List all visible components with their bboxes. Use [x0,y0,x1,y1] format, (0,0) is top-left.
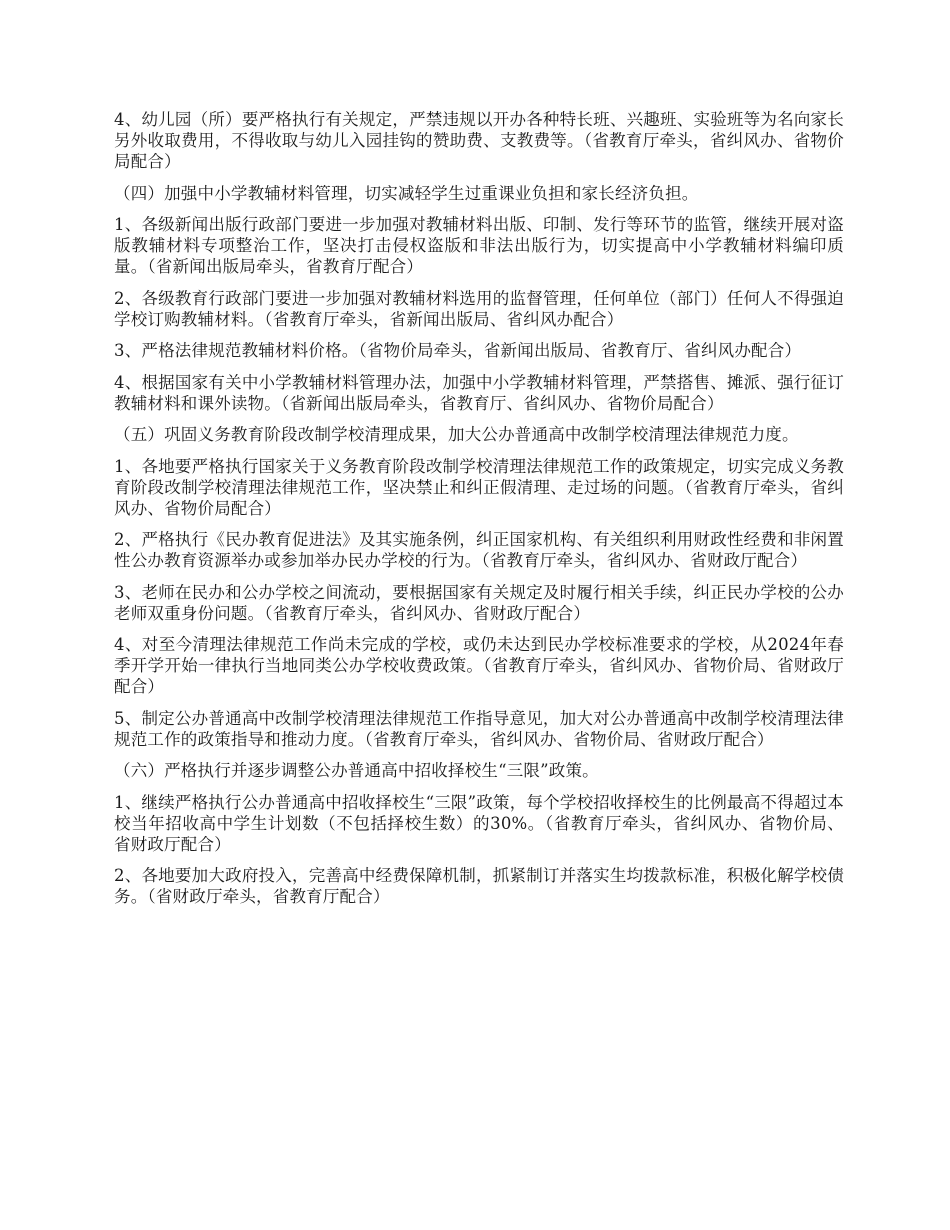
paragraph-material-price: 3、严格法律规范教辅材料价格。（省物价局牵头，省新闻出版局、省教育厅、省纠风办配合） [114,341,802,360]
paragraph-material-selection: 2、各级教育行政部门要进一步加强对教辅材料选用的监督管理，任何单位（部门）任何人不得强迫学校订购教辅材料。（省教育厅牵头，省新闻出版局、省纠风办配合） [114,288,844,329]
section-heading-4: （四）加强中小学教辅材料管理，切实减轻学生过重课业负担和家长经济负担。 [114,183,699,203]
paragraph-private-education-law: 2、严格执行《民办教育促进法》及其实施条例，纠正国家机构、有关组织利用财政性经费和非闲置性公办教育资源举办或参加举办民办学校的行为。（省教育厅牵头，省纠风办、省财政厅配合） [114,530,844,570]
section-heading-6: （六）严格执行并逐步调整公办普通高中招收择校生“三限”政策。 [114,761,599,780]
paragraph-guidance-opinion: 5、制定公办普通高中改制学校清理法律规范工作指导意见，加大对公办普通高中改制学校清理法律规范工作的政策指导和推动力度。（省教育厅牵头，省纠风办、省物价局、省财政厅配合） [114,708,844,749]
document-body [114,109,844,918]
paragraph-material-management: 4、根据国家有关中小学教辅材料管理办法，加强中小学教辅材料管理，严禁搭售、摊派、强行征订教辅材料和课外读物。（省新闻出版局牵头，省教育厅、省纠风办、省物价局配合） [114,372,844,413]
paragraph-publishing-supervision: 1、各级新闻出版行政部门要进一步加强对教辅材料出版、印制、发行等环节的监管，继续开展对盗版教辅材料专项整治工作，坚决打击侵权盗版和非法出版行为，切实提高中小学教辅材料编印质量。（省新闻出版局牵头，省教育厅配合） [114,215,844,276]
paragraph-unfinished-schools: 4、对至今清理法律规范工作尚未完成的学校，或仍未达到民办学校标准要求的学校，从2024年春季开学开始一律执行当地同类公办学校收费政策。（省教育厅牵头，省纠风办、省物价局、省财政厅配合） [114,635,844,696]
paragraph-teacher-mobility: 3、老师在民办和公办学校之间流动，要根据国家有关规定及时履行相关手续，纠正民办学校的公办老师双重身份问题。（省教育厅牵头，省纠风办、省财政厅配合） [114,582,844,623]
paragraph-compulsory-restructure: 1、各地要严格执行国家关于义务教育阶段改制学校清理法律规范工作的政策规定，切实完成义务教育阶段改制学校清理法律规范工作，坚决禁止和纠正假清理、走过场的问题。（省教育厅牵头，省纠风办、省物价局配合） [114,456,844,518]
paragraph-government-investment: 2、各地要加大政府投入，完善高中经费保障机制，抓紧制订并落实生均拨款标准，积极化解学校债务。（省财政厅牵头，省教育厅配合） [114,866,844,906]
paragraph-three-limits: 1、继续严格执行公办普通高中招收择校生“三限”政策，每个学校招收择校生的比例最高不得超过本校当年招收高中学生计划数（不包括择校生数）的30%。（省教育厅牵头，省纠风办、省物价局、省财政厅配合） [114,792,844,854]
paragraph-kindergarten-fees: 4、幼儿园（所）要严格执行有关规定，严禁违规以开办各种特长班、兴趣班、实验班等为名向家长另外收取费用，不得收取与幼儿入园挂钩的赞助费、支教费等。（省教育厅牵头，省纠风办、省物价局配合） [114,110,844,171]
section-heading-5: （五）巩固义务教育阶段改制学校清理成果，加大公办普通高中改制学校清理法律规范力度。 [114,425,799,444]
